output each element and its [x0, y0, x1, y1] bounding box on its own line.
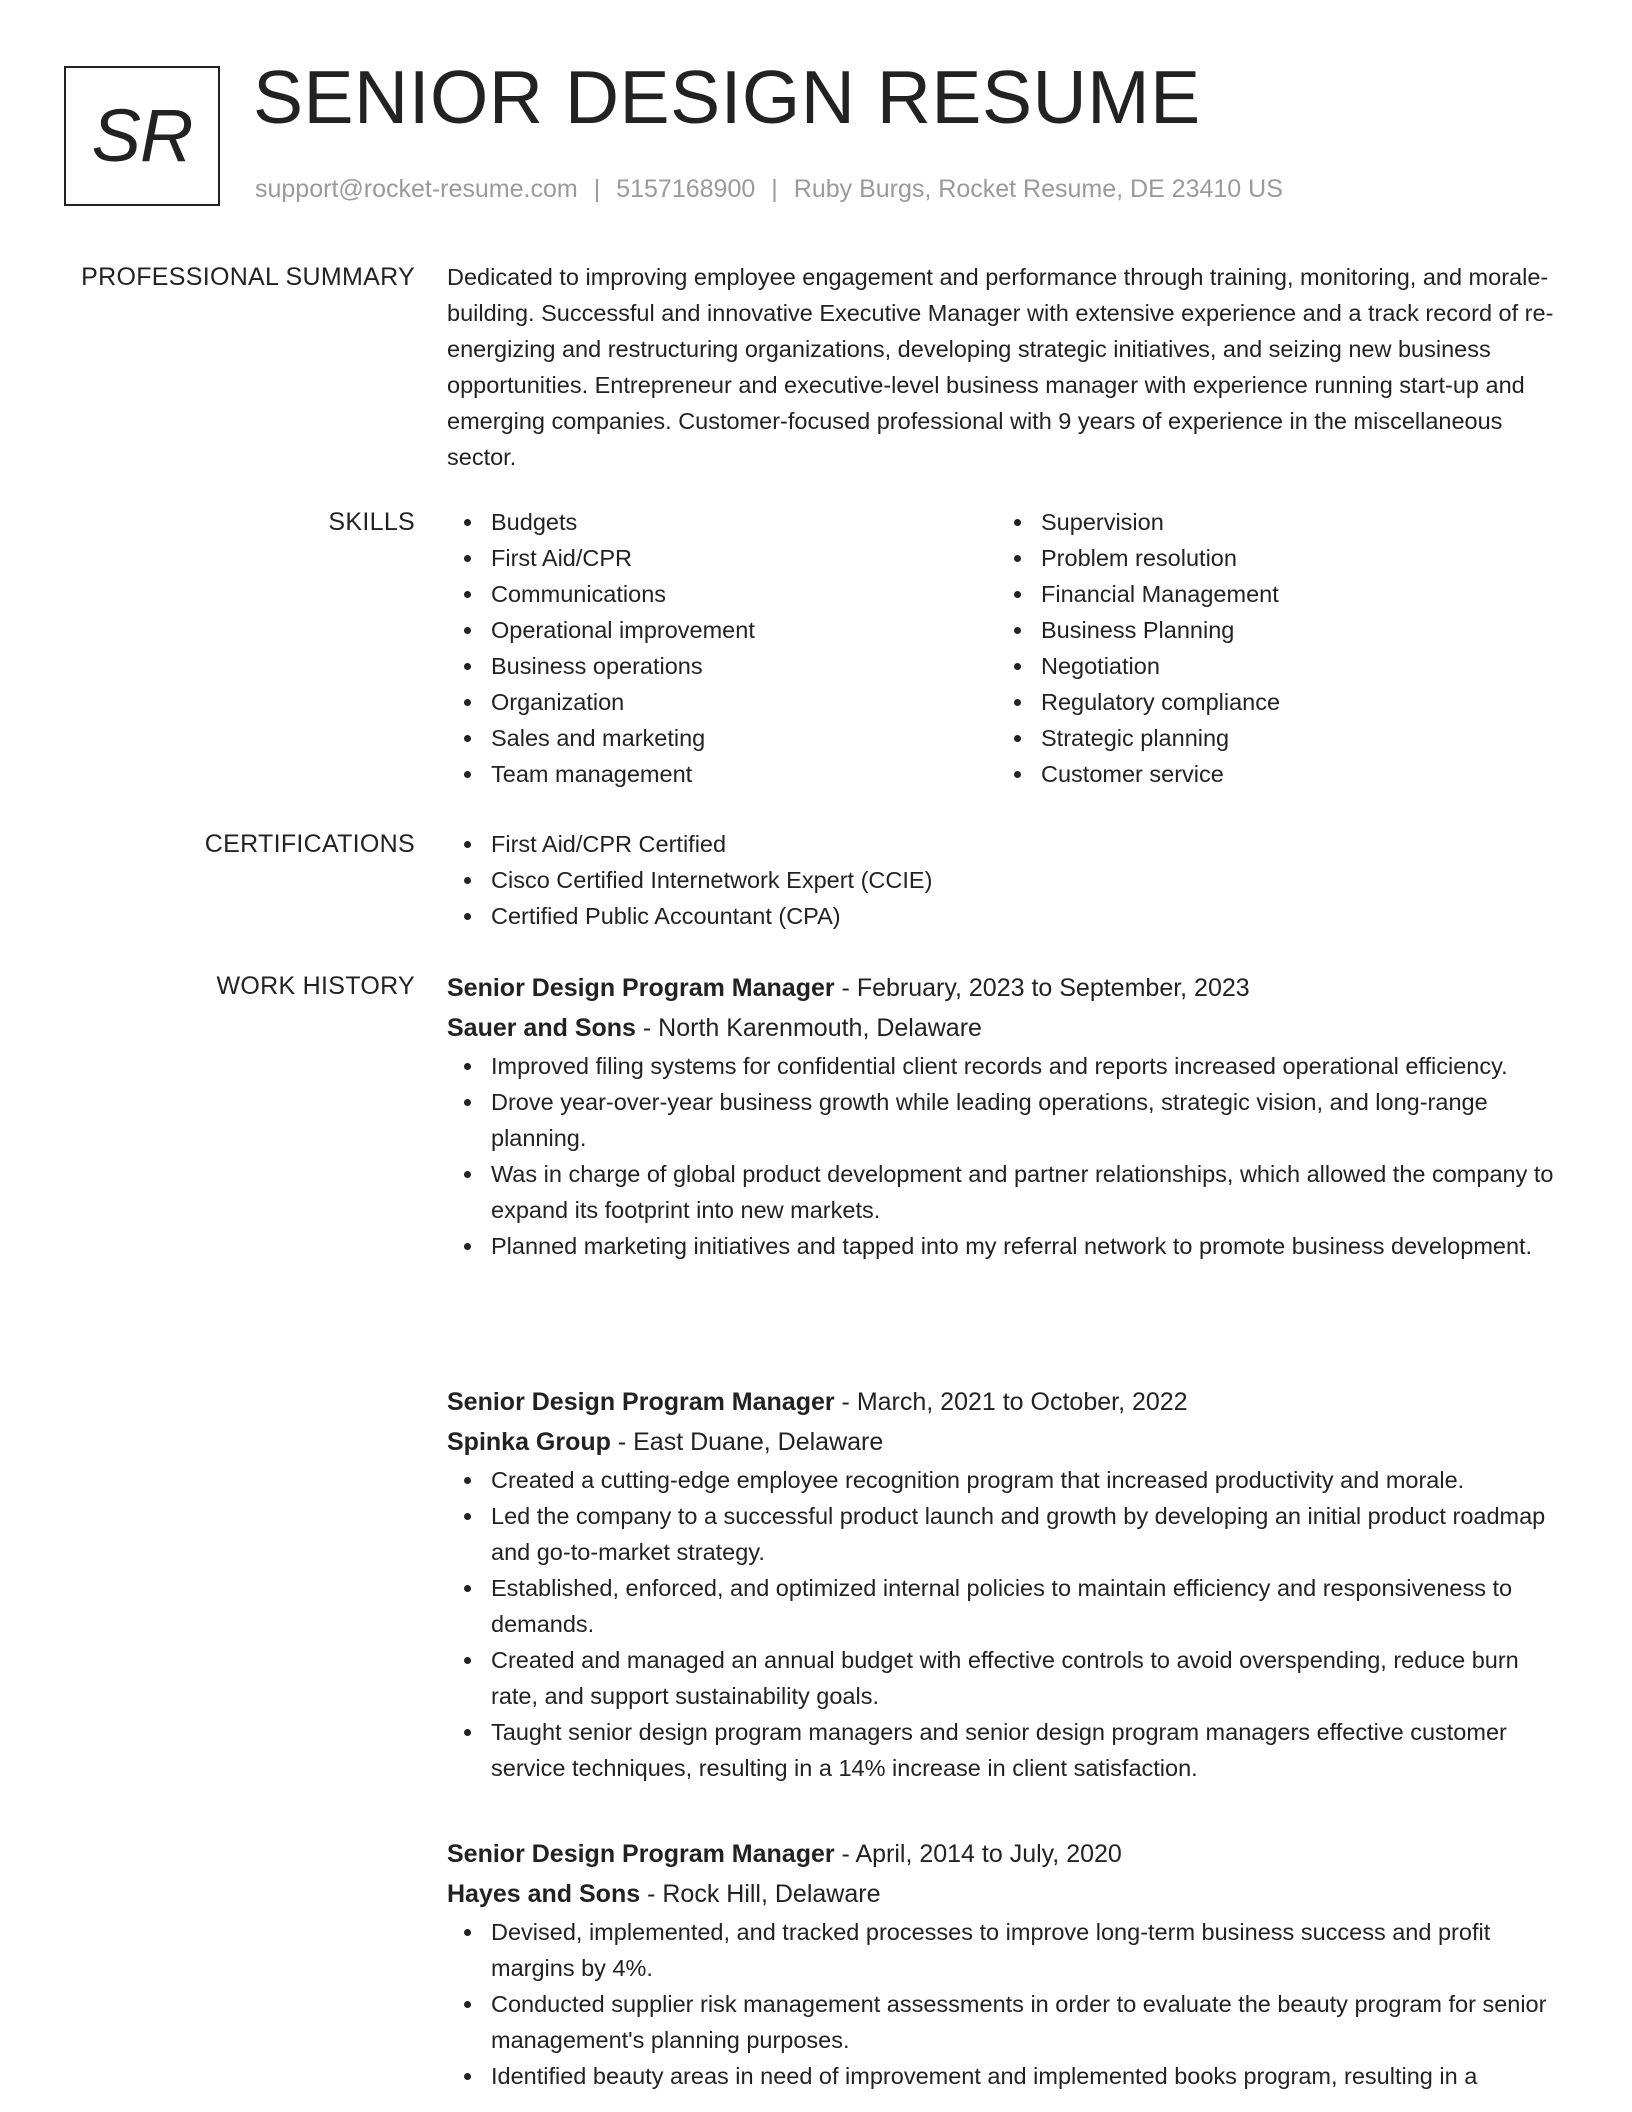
job-bullet: Conducted supplier risk management assessments in order to evaluate the beauty program for senior management's planning purposes.	[491, 1986, 1567, 2058]
job-bullet: Created and managed an annual budget with effective controls to avoid overspending, reduce burn rate, and support sustainability goals.	[491, 1642, 1567, 1714]
contact-email: support@rocket-resume.com	[255, 175, 578, 203]
skills-column-left	[447, 504, 997, 792]
job-bullet: Taught senior design program managers and senior design program managers effective customer service techniques, resulting in a 14% increase in client satisfaction.	[491, 1714, 1567, 1786]
job-title: Senior Design Program Manager	[447, 1840, 835, 1868]
skill-item: Supervision	[1041, 504, 1547, 540]
skill-item: Budgets	[491, 504, 997, 540]
job-dates: - April, 2014 to July, 2020	[834, 1840, 1122, 1868]
job-bullet: Identified beauty areas in need of improvement and implemented books program, resulting in a	[491, 2058, 1567, 2094]
job-location: - Rock Hill, Delaware	[640, 1880, 881, 1908]
job-entry	[447, 968, 1567, 1264]
job-bullets	[447, 1462, 1567, 1786]
certifications-body	[447, 826, 1567, 934]
contact-separator: |	[593, 175, 601, 203]
initials-text: SR	[91, 94, 193, 177]
job-company-line	[447, 1874, 1567, 1914]
resume-title: SENIOR DESIGN RESUME	[253, 55, 1201, 139]
job-dates: - March, 2021 to October, 2022	[834, 1388, 1188, 1416]
job-bullet: Led the company to a successful product launch and growth by developing an initial product roadmap and go-to-market strategy.	[491, 1498, 1567, 1570]
certification-item: Cisco Certified Internetwork Expert (CCIE)	[491, 862, 1567, 898]
job-bullet: Drove year-over-year business growth while leading operations, strategic vision, and long-range planning.	[491, 1084, 1567, 1156]
job-title: Senior Design Program Manager	[447, 974, 835, 1002]
skill-item: Team management	[491, 756, 997, 792]
skill-item: Operational improvement	[491, 612, 997, 648]
skill-item: Strategic planning	[1041, 720, 1547, 756]
section-label: WORK HISTORY	[216, 972, 415, 1000]
job-bullet: Devised, implemented, and tracked processes to improve long-term business success and profit margins by 4%.	[491, 1914, 1567, 1986]
skill-item: Negotiation	[1041, 648, 1547, 684]
job-title-line	[447, 968, 1567, 1008]
job-bullet: Was in charge of global product development and partner relationships, which allowed the company to expand its footprint into new markets.	[491, 1156, 1567, 1228]
job-company: Sauer and Sons	[447, 1014, 636, 1042]
job-bullets	[447, 1914, 1567, 2094]
contact-address: Ruby Burgs, Rocket Resume, DE 23410 US	[793, 175, 1283, 203]
certification-item: Certified Public Accountant (CPA)	[491, 898, 1567, 934]
job-title-line	[447, 1834, 1567, 1874]
skill-item: Organization	[491, 684, 997, 720]
job-company-line	[447, 1422, 1567, 1462]
job-bullet: Created a cutting-edge employee recognition program that increased productivity and morale.	[491, 1462, 1567, 1498]
summary-body	[447, 259, 1567, 475]
skill-item: Problem resolution	[1041, 540, 1547, 576]
skill-item: Business operations	[491, 648, 997, 684]
initials-monogram	[64, 66, 220, 206]
skills-body	[447, 504, 1567, 792]
job-dates: - February, 2023 to September, 2023	[834, 974, 1250, 1002]
job-company: Spinka Group	[447, 1428, 611, 1456]
job-title: Senior Design Program Manager	[447, 1388, 835, 1416]
skills-column-right	[997, 504, 1547, 792]
skill-item: Regulatory compliance	[1041, 684, 1547, 720]
job-company: Hayes and Sons	[447, 1880, 641, 1908]
skill-item: Communications	[491, 576, 997, 612]
job-entry	[447, 1382, 1567, 1786]
section-label: CERTIFICATIONS	[204, 830, 415, 858]
job-location: - North Karenmouth, Delaware	[635, 1014, 982, 1042]
section-label: SKILLS	[328, 508, 415, 536]
job-title-line	[447, 1382, 1567, 1422]
contact-phone: 5157168900	[616, 175, 756, 203]
job-entry	[447, 1834, 1567, 2094]
contact-line	[255, 174, 1283, 204]
skill-item: Sales and marketing	[491, 720, 997, 756]
section-label: PROFESSIONAL SUMMARY	[81, 263, 415, 291]
job-location: - East Duane, Delaware	[610, 1428, 884, 1456]
job-bullet: Improved filing systems for confidential client records and reports increased operational efficiency.	[491, 1048, 1567, 1084]
summary-text: Dedicated to improving employee engagement and performance through training, monitoring, and morale-building. Successful and innovative Executive Manager with extensive experience and a track record of re-energizing and restructuring organizations, developing strategic initiatives, and seizing new business opportunities. Entrepreneur and executive-level business manager with experience running start-up and emerging companies. Customer-focused professional with 9 years of experience in the miscellaneous sector.	[447, 264, 1554, 470]
contact-separator: |	[771, 175, 778, 203]
skill-item: Business Planning	[1041, 612, 1547, 648]
job-bullets	[447, 1048, 1567, 1264]
skill-item: Customer service	[1041, 756, 1547, 792]
skill-item: Financial Management	[1041, 576, 1547, 612]
job-company-line	[447, 1008, 1567, 1048]
job-bullet: Planned marketing initiatives and tapped into my referral network to promote business development.	[491, 1228, 1567, 1264]
job-bullet: Established, enforced, and optimized internal policies to maintain efficiency and responsiveness to demands.	[491, 1570, 1567, 1642]
certification-item: First Aid/CPR Certified	[491, 826, 1567, 862]
skill-item: First Aid/CPR	[491, 540, 997, 576]
